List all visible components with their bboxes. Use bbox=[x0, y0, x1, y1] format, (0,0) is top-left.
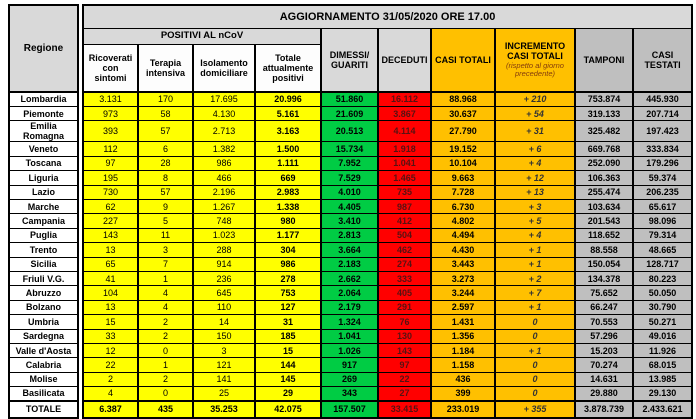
table-cell: 1.158 bbox=[431, 358, 495, 372]
col-header-totale-positivi: Totale attualmente positivi bbox=[255, 44, 321, 92]
table-cell: 16.112 bbox=[378, 92, 431, 106]
table-cell: 41 bbox=[83, 271, 138, 285]
table-row bbox=[9, 185, 692, 199]
table-cell: + 5 bbox=[495, 214, 575, 228]
table-cell: 1.026 bbox=[321, 343, 378, 357]
table-cell: 21.609 bbox=[321, 106, 378, 120]
table-cell: + 7 bbox=[495, 286, 575, 300]
table-cell: 669 bbox=[255, 171, 321, 185]
table-cell: 65.617 bbox=[633, 200, 692, 214]
table-cell: 319.133 bbox=[575, 106, 633, 120]
table-cell: 1.177 bbox=[255, 228, 321, 242]
table-cell: 2.713 bbox=[193, 121, 255, 142]
table-cell: 143 bbox=[378, 343, 431, 357]
table-cell: 195 bbox=[83, 171, 138, 185]
table-cell: 435 bbox=[138, 401, 193, 418]
table-cell: 2.183 bbox=[321, 257, 378, 271]
col-header-casi-testati: CASI TESTATI bbox=[633, 28, 692, 92]
table-cell: 436 bbox=[431, 372, 495, 386]
table-cell: 288 bbox=[193, 243, 255, 257]
table-cell: 393 bbox=[83, 121, 138, 142]
table-cell: 2.662 bbox=[321, 271, 378, 285]
table-cell: 206.235 bbox=[633, 185, 692, 199]
table-cell: 3.273 bbox=[431, 271, 495, 285]
table-cell: 35.253 bbox=[193, 401, 255, 418]
table-cell: 33 bbox=[83, 329, 138, 343]
table-cell: 0 bbox=[495, 329, 575, 343]
table-cell: 274 bbox=[378, 257, 431, 271]
table-cell: 50.271 bbox=[633, 315, 692, 329]
table-cell: 4 bbox=[138, 300, 193, 314]
table-cell: 15.734 bbox=[321, 142, 378, 156]
table-cell: 227 bbox=[83, 214, 138, 228]
table-cell: 645 bbox=[193, 286, 255, 300]
table-cell: 6.730 bbox=[431, 200, 495, 214]
region-label: Basilicata bbox=[9, 387, 78, 401]
table-cell: 2.433.621 bbox=[633, 401, 692, 418]
table-row bbox=[9, 257, 692, 271]
table-cell: 49.016 bbox=[633, 329, 692, 343]
table-cell: 42.075 bbox=[255, 401, 321, 418]
table-cell: 4.114 bbox=[378, 121, 431, 142]
table-cell: + 54 bbox=[495, 106, 575, 120]
table-cell: 62 bbox=[83, 200, 138, 214]
table-cell: 118.652 bbox=[575, 228, 633, 242]
table-cell: 1.324 bbox=[321, 315, 378, 329]
table-cell: 59.374 bbox=[633, 171, 692, 185]
table-cell: 1.356 bbox=[431, 329, 495, 343]
table-cell: 48.665 bbox=[633, 243, 692, 257]
table-cell: 88.558 bbox=[575, 243, 633, 257]
table-cell: 466 bbox=[193, 171, 255, 185]
table-cell: 51.860 bbox=[321, 92, 378, 106]
table-cell: 5.161 bbox=[255, 106, 321, 120]
table-cell: 2 bbox=[138, 329, 193, 343]
table-cell: + 4 bbox=[495, 228, 575, 242]
table-cell: 201.543 bbox=[575, 214, 633, 228]
table-cell: 7 bbox=[138, 257, 193, 271]
region-label: Abruzzo bbox=[9, 286, 78, 300]
col-header-incremento bbox=[495, 28, 575, 92]
table-cell: 6 bbox=[138, 142, 193, 156]
table-cell: + 4 bbox=[495, 156, 575, 170]
table-cell: 4.802 bbox=[431, 214, 495, 228]
table-cell: 3.244 bbox=[431, 286, 495, 300]
table-cell: 914 bbox=[193, 257, 255, 271]
table-cell: 4.430 bbox=[431, 243, 495, 257]
table-row bbox=[9, 372, 692, 386]
table-cell: 917 bbox=[321, 358, 378, 372]
table-cell: 3.131 bbox=[83, 92, 138, 106]
table-cell: 97 bbox=[378, 358, 431, 372]
table-cell: 986 bbox=[193, 156, 255, 170]
table-cell: 333 bbox=[378, 271, 431, 285]
table-cell: 0 bbox=[495, 315, 575, 329]
table-cell: 343 bbox=[321, 387, 378, 401]
table-cell: 1.184 bbox=[431, 343, 495, 357]
table-cell: 13 bbox=[83, 300, 138, 314]
table-cell: + 13 bbox=[495, 185, 575, 199]
table-cell: 233.019 bbox=[431, 401, 495, 418]
table-cell: 2 bbox=[138, 372, 193, 386]
table-cell: 987 bbox=[378, 200, 431, 214]
table-body bbox=[9, 92, 692, 418]
table-row bbox=[9, 156, 692, 170]
table-cell: 5 bbox=[138, 214, 193, 228]
table-cell: 27 bbox=[378, 387, 431, 401]
table-cell: 0 bbox=[495, 358, 575, 372]
table-cell: 30.637 bbox=[431, 106, 495, 120]
table-cell: 20.996 bbox=[255, 92, 321, 106]
region-label: Molise bbox=[9, 372, 78, 386]
table-row bbox=[9, 142, 692, 156]
table-cell: 504 bbox=[378, 228, 431, 242]
table-cell: 127 bbox=[255, 300, 321, 314]
table-cell: 2.813 bbox=[321, 228, 378, 242]
table-row bbox=[9, 343, 692, 357]
region-label: Veneto bbox=[9, 142, 78, 156]
table-cell: 29 bbox=[255, 387, 321, 401]
region-label: Campania bbox=[9, 214, 78, 228]
table-cell: 17.695 bbox=[193, 92, 255, 106]
table-cell: 13.985 bbox=[633, 372, 692, 386]
table-cell: 97 bbox=[83, 156, 138, 170]
table-cell: 106.363 bbox=[575, 171, 633, 185]
region-label: Lombardia bbox=[9, 92, 78, 106]
table-cell: 8 bbox=[138, 171, 193, 185]
table-cell: 252.090 bbox=[575, 156, 633, 170]
table-cell: 98.096 bbox=[633, 214, 692, 228]
table-cell: 15 bbox=[255, 343, 321, 357]
col-header-isolamento: Isolamento domiciliare bbox=[193, 44, 255, 92]
table-cell: 3.867 bbox=[378, 106, 431, 120]
incremento-note: (rispetto al giorno precedente) bbox=[506, 60, 564, 79]
table-cell: 3.878.739 bbox=[575, 401, 633, 418]
table-row bbox=[9, 214, 692, 228]
covid-regional-table bbox=[8, 4, 693, 419]
table-cell: 12 bbox=[83, 343, 138, 357]
table-cell: 76 bbox=[378, 315, 431, 329]
region-label: Umbria bbox=[9, 315, 78, 329]
table-cell: 986 bbox=[255, 257, 321, 271]
col-header-deceduti: DECEDUTI bbox=[378, 28, 431, 92]
table-cell: 57.296 bbox=[575, 329, 633, 343]
table-cell: 236 bbox=[193, 271, 255, 285]
col-header-terapia-intensiva: Terapia intensiva bbox=[138, 44, 193, 92]
table-cell: 29.130 bbox=[633, 387, 692, 401]
table-row bbox=[9, 286, 692, 300]
table-cell: 2.064 bbox=[321, 286, 378, 300]
table-cell: 399 bbox=[431, 387, 495, 401]
table-row bbox=[9, 300, 692, 314]
table-cell: + 2 bbox=[495, 271, 575, 285]
table-cell: 1.111 bbox=[255, 156, 321, 170]
table-cell: 2.597 bbox=[431, 300, 495, 314]
region-label: Piemonte bbox=[9, 106, 78, 120]
table-cell: 7.529 bbox=[321, 171, 378, 185]
table-cell: 27.790 bbox=[431, 121, 495, 142]
table-cell: 141 bbox=[193, 372, 255, 386]
table-cell: 14.631 bbox=[575, 372, 633, 386]
table-cell: 4 bbox=[138, 286, 193, 300]
col-header-dimessi-guariti: DIMESSI/ GUARITI bbox=[321, 28, 378, 92]
table-cell: 730 bbox=[83, 185, 138, 199]
table-cell: 15 bbox=[83, 315, 138, 329]
table-cell: 70.553 bbox=[575, 315, 633, 329]
table-cell: 0 bbox=[138, 387, 193, 401]
region-label: Sicilia bbox=[9, 257, 78, 271]
table-cell: + 1 bbox=[495, 257, 575, 271]
table-row bbox=[9, 228, 692, 242]
table-cell: 75.652 bbox=[575, 286, 633, 300]
table-cell: 2 bbox=[83, 372, 138, 386]
table-cell: 150.054 bbox=[575, 257, 633, 271]
table-cell: + 1 bbox=[495, 343, 575, 357]
table-cell: 28 bbox=[138, 156, 193, 170]
table-cell: + 1 bbox=[495, 300, 575, 314]
table-cell: 980 bbox=[255, 214, 321, 228]
table-cell: 22 bbox=[378, 372, 431, 386]
table-cell: 22 bbox=[83, 358, 138, 372]
table-cell: 3.443 bbox=[431, 257, 495, 271]
table-cell: 3 bbox=[138, 243, 193, 257]
table-row bbox=[9, 171, 692, 185]
region-label: Bolzano bbox=[9, 300, 78, 314]
table-cell: 753.874 bbox=[575, 92, 633, 106]
table-cell: 1.918 bbox=[378, 142, 431, 156]
table-cell: 3.664 bbox=[321, 243, 378, 257]
table-cell: 134.378 bbox=[575, 271, 633, 285]
table-cell: 179.296 bbox=[633, 156, 692, 170]
table-cell: 29.880 bbox=[575, 387, 633, 401]
table-cell: 25 bbox=[193, 387, 255, 401]
table-row bbox=[9, 387, 692, 401]
table-cell: 304 bbox=[255, 243, 321, 257]
table-cell: + 210 bbox=[495, 92, 575, 106]
region-label: Marche bbox=[9, 200, 78, 214]
table-cell: 4.494 bbox=[431, 228, 495, 242]
table-cell: 1.041 bbox=[378, 156, 431, 170]
table-cell: 1 bbox=[138, 358, 193, 372]
table-cell: 57 bbox=[138, 185, 193, 199]
table-cell: 150 bbox=[193, 329, 255, 343]
table-cell: 50.050 bbox=[633, 286, 692, 300]
table-cell: 19.152 bbox=[431, 142, 495, 156]
table-cell: 7.952 bbox=[321, 156, 378, 170]
positivi-group-header: POSITIVI AL nCoV bbox=[83, 28, 321, 44]
region-label: Friuli V.G. bbox=[9, 271, 78, 285]
table-cell: 4.010 bbox=[321, 185, 378, 199]
table-cell: 748 bbox=[193, 214, 255, 228]
table-cell: 1.338 bbox=[255, 200, 321, 214]
table-cell: 1.382 bbox=[193, 142, 255, 156]
table-cell: 20.513 bbox=[321, 121, 378, 142]
table-cell: 79.314 bbox=[633, 228, 692, 242]
table-cell: 1.431 bbox=[431, 315, 495, 329]
table-cell: 333.834 bbox=[633, 142, 692, 156]
table-cell: 2.983 bbox=[255, 185, 321, 199]
table-cell: 66.247 bbox=[575, 300, 633, 314]
table-cell: 9.663 bbox=[431, 171, 495, 185]
table-cell: 31 bbox=[255, 315, 321, 329]
table-cell: 9 bbox=[138, 200, 193, 214]
table-cell: 157.507 bbox=[321, 401, 378, 418]
table-cell: 13 bbox=[83, 243, 138, 257]
table-cell: + 12 bbox=[495, 171, 575, 185]
region-label: Liguria bbox=[9, 171, 78, 185]
table-cell: 3.163 bbox=[255, 121, 321, 142]
table-cell: 88.968 bbox=[431, 92, 495, 106]
col-header-casi-totali: CASI TOTALI bbox=[431, 28, 495, 92]
table-cell: 4 bbox=[83, 387, 138, 401]
table-cell: 325.482 bbox=[575, 121, 633, 142]
table-cell: + 6 bbox=[495, 142, 575, 156]
table-row bbox=[9, 271, 692, 285]
table-cell: 11.926 bbox=[633, 343, 692, 357]
table-row bbox=[9, 106, 692, 120]
col-header-tamponi: TAMPONI bbox=[575, 28, 633, 92]
table-cell: 144 bbox=[255, 358, 321, 372]
table-cell: 80.223 bbox=[633, 271, 692, 285]
table-row bbox=[9, 358, 692, 372]
table-cell: 1.041 bbox=[321, 329, 378, 343]
table-cell: 145 bbox=[255, 372, 321, 386]
table-cell: 15.203 bbox=[575, 343, 633, 357]
table-cell: 57 bbox=[138, 121, 193, 142]
table-cell: 68.015 bbox=[633, 358, 692, 372]
table-cell: 197.423 bbox=[633, 121, 692, 142]
table-cell: 291 bbox=[378, 300, 431, 314]
table-row bbox=[9, 200, 692, 214]
table-cell: 4.405 bbox=[321, 200, 378, 214]
table-cell: 269 bbox=[321, 372, 378, 386]
table-cell: 128.717 bbox=[633, 257, 692, 271]
table-cell: 14 bbox=[193, 315, 255, 329]
table-cell: 104 bbox=[83, 286, 138, 300]
table-cell: 4.130 bbox=[193, 106, 255, 120]
table-cell: 143 bbox=[83, 228, 138, 242]
table-row bbox=[9, 243, 692, 257]
table-cell: 2 bbox=[138, 315, 193, 329]
table-cell: 30.790 bbox=[633, 300, 692, 314]
table-cell: 255.474 bbox=[575, 185, 633, 199]
table-cell: 6.387 bbox=[83, 401, 138, 418]
table-cell: 112 bbox=[83, 142, 138, 156]
region-label: Valle d'Aosta bbox=[9, 343, 78, 357]
table-cell: 65 bbox=[83, 257, 138, 271]
table-row bbox=[9, 315, 692, 329]
table-cell: 0 bbox=[495, 372, 575, 386]
table-cell: 0 bbox=[138, 343, 193, 357]
table-cell: 58 bbox=[138, 106, 193, 120]
table-cell: 278 bbox=[255, 271, 321, 285]
table-cell: 412 bbox=[378, 214, 431, 228]
table-row bbox=[9, 329, 692, 343]
region-label: Lazio bbox=[9, 185, 78, 199]
region-label: Calabria bbox=[9, 358, 78, 372]
col-header-ricoverati: Ricoverati con sintomi bbox=[83, 44, 138, 92]
region-label: Emilia Romagna bbox=[9, 121, 78, 142]
table-cell: 207.714 bbox=[633, 106, 692, 120]
table-cell: 7.728 bbox=[431, 185, 495, 199]
table-row bbox=[9, 92, 692, 106]
table-cell: 1.267 bbox=[193, 200, 255, 214]
table-cell: 11 bbox=[138, 228, 193, 242]
table-cell: 1 bbox=[138, 271, 193, 285]
incremento-label: INCREMENTO CASI TOTALI bbox=[504, 40, 566, 61]
table-cell: 3.410 bbox=[321, 214, 378, 228]
table-title: AGGIORNAMENTO 31/05/2020 ORE 17.00 bbox=[83, 5, 692, 28]
table-cell: 121 bbox=[193, 358, 255, 372]
region-column-header: Regione bbox=[9, 5, 78, 92]
table-cell: 753 bbox=[255, 286, 321, 300]
table-cell: 973 bbox=[83, 106, 138, 120]
region-label: Toscana bbox=[9, 156, 78, 170]
table-cell: 735 bbox=[378, 185, 431, 199]
table-cell: 462 bbox=[378, 243, 431, 257]
table-cell: 405 bbox=[378, 286, 431, 300]
table-cell: 3 bbox=[193, 343, 255, 357]
table-cell: + 3 bbox=[495, 200, 575, 214]
region-label: Sardegna bbox=[9, 329, 78, 343]
table-cell: 10.104 bbox=[431, 156, 495, 170]
table-cell: 445.930 bbox=[633, 92, 692, 106]
table-cell: 0 bbox=[495, 387, 575, 401]
table-cell: 2.196 bbox=[193, 185, 255, 199]
table-cell: 170 bbox=[138, 92, 193, 106]
table-cell: 669.768 bbox=[575, 142, 633, 156]
table-cell: 1.500 bbox=[255, 142, 321, 156]
table-cell: 110 bbox=[193, 300, 255, 314]
table-cell: 185 bbox=[255, 329, 321, 343]
table-cell: 1.023 bbox=[193, 228, 255, 242]
total-row bbox=[9, 401, 692, 418]
table-cell: 103.634 bbox=[575, 200, 633, 214]
region-label: Trento bbox=[9, 243, 78, 257]
table-cell: 33.415 bbox=[378, 401, 431, 418]
table-cell: 1.465 bbox=[378, 171, 431, 185]
table-cell: + 355 bbox=[495, 401, 575, 418]
table-cell: 130 bbox=[378, 329, 431, 343]
table-cell: + 31 bbox=[495, 121, 575, 142]
region-label: TOTALE bbox=[9, 401, 78, 418]
region-label: Puglia bbox=[9, 228, 78, 242]
table-cell: + 1 bbox=[495, 243, 575, 257]
table-cell: 70.274 bbox=[575, 358, 633, 372]
table-cell: 2.179 bbox=[321, 300, 378, 314]
table-row bbox=[9, 121, 692, 142]
